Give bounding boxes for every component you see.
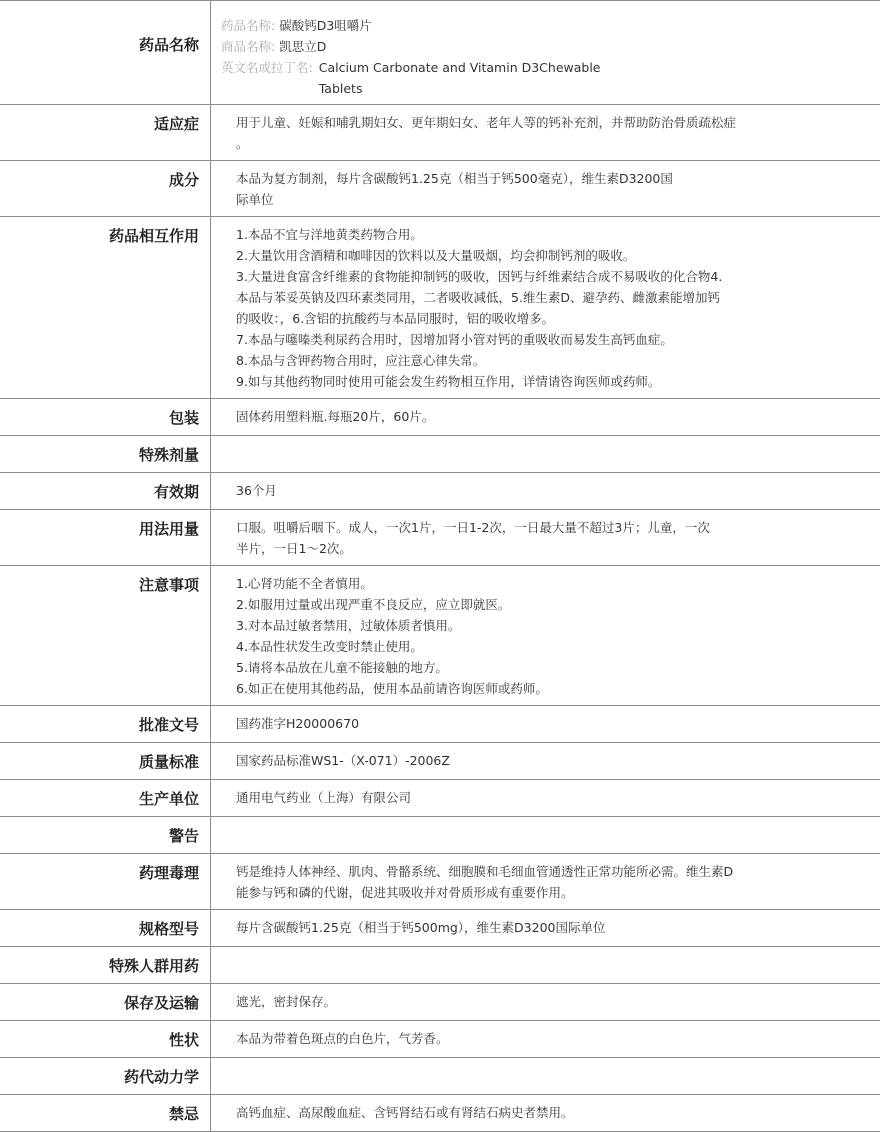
drug-name-block	[211, 1, 880, 105]
drug-interactions-value	[211, 217, 880, 399]
precautions-label: 注意事项	[0, 566, 211, 706]
trade-name-key: 商品名称:	[221, 39, 275, 54]
dosage-label: 用法用量	[0, 510, 211, 566]
text-line: 1.本品不宜与洋地黄类药物合用。	[236, 224, 860, 245]
text-line: 本品为复方制剂，每片含碳酸钙1.25克（相当于钙500毫克），维生素D3200国	[236, 168, 860, 189]
pharmacokinetics-value	[211, 1058, 880, 1095]
english-name-value: Calcium Carbonate and Vitamin D3Chewable Tablets	[319, 57, 629, 99]
storage-label: 保存及运输	[0, 984, 211, 1021]
packaging-value	[211, 399, 880, 436]
row-specification	[0, 910, 880, 947]
generic-name-row	[221, 15, 860, 36]
row-special-population	[0, 947, 880, 984]
text-line: 本品与苯妥英钠及四环素类同用，二者吸收减低，5.维生素D、避孕药、雌激素能增加钙	[236, 287, 860, 308]
manufacturer-label: 生产单位	[0, 780, 211, 817]
text-line: 半片，一日1～2次。	[236, 538, 860, 559]
pharmacokinetics-label: 药代动力学	[0, 1058, 211, 1095]
pharmacology-value	[211, 854, 880, 910]
text-line: 国家药品标准WS1-（X-071）-2006Z	[236, 750, 860, 771]
contraindications-value	[211, 1095, 880, 1132]
text-line: 6.如正在使用其他药品，使用本品前请咨询医师或药师。	[236, 678, 860, 699]
text-line: 用于儿童、妊娠和哺乳期妇女、更年期妇女、老年人等的钙补充剂，并帮助防治骨质疏松症	[236, 112, 860, 133]
indications-value	[211, 105, 880, 161]
shelf-life-value	[211, 473, 880, 510]
row-indications	[0, 105, 880, 161]
text-line: 高钙血症、高尿酸血症、含钙肾结石或有肾结石病史者禁用。	[236, 1102, 860, 1123]
text-line: 4.本品性状发生改变时禁止使用。	[236, 636, 860, 657]
manufacturer-value	[211, 780, 880, 817]
special-dosage-value	[211, 436, 880, 473]
row-quality-standard	[0, 743, 880, 780]
text-line: 36个月	[236, 480, 860, 501]
warning-label: 警告	[0, 817, 211, 854]
text-line: 固体药用塑料瓶.每瓶20片，60片。	[236, 406, 860, 427]
row-ingredients	[0, 161, 880, 217]
row-special-dosage	[0, 436, 880, 473]
ingredients-value	[211, 161, 880, 217]
text-line: 3.对本品过敏者禁用，过敏体质者慎用。	[236, 615, 860, 636]
english-name-row	[221, 57, 860, 99]
packaging-label: 包装	[0, 399, 211, 436]
quality-standard-label: 质量标准	[0, 743, 211, 780]
row-description	[0, 1021, 880, 1058]
text-line: 能参与钙和磷的代谢，促进其吸收并对骨质形成有重要作用。	[236, 882, 860, 903]
text-line: 口服。咀嚼后咽下。成人，一次1片，一日1-2次，一日最大量不超过3片；儿童，一次	[236, 517, 860, 538]
row-dosage	[0, 510, 880, 566]
text-line: 2.如服用过量或出现严重不良反应，应立即就医。	[236, 594, 860, 615]
description-value	[211, 1021, 880, 1058]
specification-value	[211, 910, 880, 947]
special-dosage-label: 特殊剂量	[0, 436, 211, 473]
specification-label: 规格型号	[0, 910, 211, 947]
special-population-label: 特殊人群用药	[0, 947, 211, 984]
storage-value	[211, 984, 880, 1021]
text-line: 国药准字H20000670	[236, 713, 860, 734]
text-line: 遮光，密封保存。	[236, 991, 860, 1012]
row-warning	[0, 817, 880, 854]
quality-standard-value	[211, 743, 880, 780]
text-line: 每片含碳酸钙1.25克（相当于钙500mg），维生素D3200国际单位	[236, 917, 860, 938]
text-line: 本品为带着色斑点的白色片，气芳香。	[236, 1028, 860, 1049]
text-line: 7.本品与噻嗪类利尿药合用时，因增加肾小管对钙的重吸收而易发生高钙血症。	[236, 329, 860, 350]
row-contraindications	[0, 1095, 880, 1132]
text-line: 9.如与其他药物同时使用可能会发生药物相互作用，详情请咨询医师或药师。	[236, 371, 860, 392]
trade-name-value: 凯思立D	[279, 39, 326, 54]
row-storage	[0, 984, 880, 1021]
row-manufacturer	[0, 780, 880, 817]
row-precautions	[0, 566, 880, 706]
row-shelf-life	[0, 473, 880, 510]
row-pharmacology	[0, 854, 880, 910]
trade-name-row	[221, 36, 860, 57]
text-line: 8.本品与含钾药物合用时，应注意心律失常。	[236, 350, 860, 371]
contraindications-label: 禁忌	[0, 1095, 211, 1132]
text-line: 1.心肾功能不全者慎用。	[236, 573, 860, 594]
warning-value	[211, 817, 880, 854]
row-drug-interactions	[0, 217, 880, 399]
drug-info-table-body	[0, 1, 880, 1132]
text-line: 钙是维持人体神经、肌肉、骨骼系统、细胞膜和毛细血管通透性正常功能所必需。维生素D	[236, 861, 860, 882]
text-line: 5.请将本品放在儿童不能接触的地方。	[236, 657, 860, 678]
text-line: 3.大量进食富含纤维素的食物能抑制钙的吸收，因钙与纤维素结合成不易吸收的化合物4.	[236, 266, 860, 287]
drug-name-label: 药品名称	[0, 1, 211, 105]
generic-name-key: 药品名称:	[221, 18, 275, 33]
english-name-key: 英文名或拉丁名:	[221, 57, 313, 99]
text-line: 际单位	[236, 189, 860, 210]
shelf-life-label: 有效期	[0, 473, 211, 510]
row-packaging	[0, 399, 880, 436]
special-population-value	[211, 947, 880, 984]
description-label: 性状	[0, 1021, 211, 1058]
row-approval-number	[0, 706, 880, 743]
indications-label: 适应症	[0, 105, 211, 161]
row-pharmacokinetics	[0, 1058, 880, 1095]
row-drug-name	[0, 1, 880, 105]
text-line: 通用电气药业（上海）有限公司	[236, 787, 860, 808]
approval-number-label: 批准文号	[0, 706, 211, 743]
text-line: 。	[236, 133, 860, 154]
text-line: 的吸收：，6.含铝的抗酸药与本品同服时，铝的吸收增多。	[236, 308, 860, 329]
approval-number-value	[211, 706, 880, 743]
pharmacology-label: 药理毒理	[0, 854, 211, 910]
precautions-value	[211, 566, 880, 706]
text-line: 2.大量饮用含酒精和咖啡因的饮料以及大量吸烟，均会抑制钙剂的吸收。	[236, 245, 860, 266]
ingredients-label: 成分	[0, 161, 211, 217]
drug-interactions-label: 药品相互作用	[0, 217, 211, 399]
generic-name-value: 碳酸钙D3咀嚼片	[279, 18, 372, 33]
dosage-value	[211, 510, 880, 566]
